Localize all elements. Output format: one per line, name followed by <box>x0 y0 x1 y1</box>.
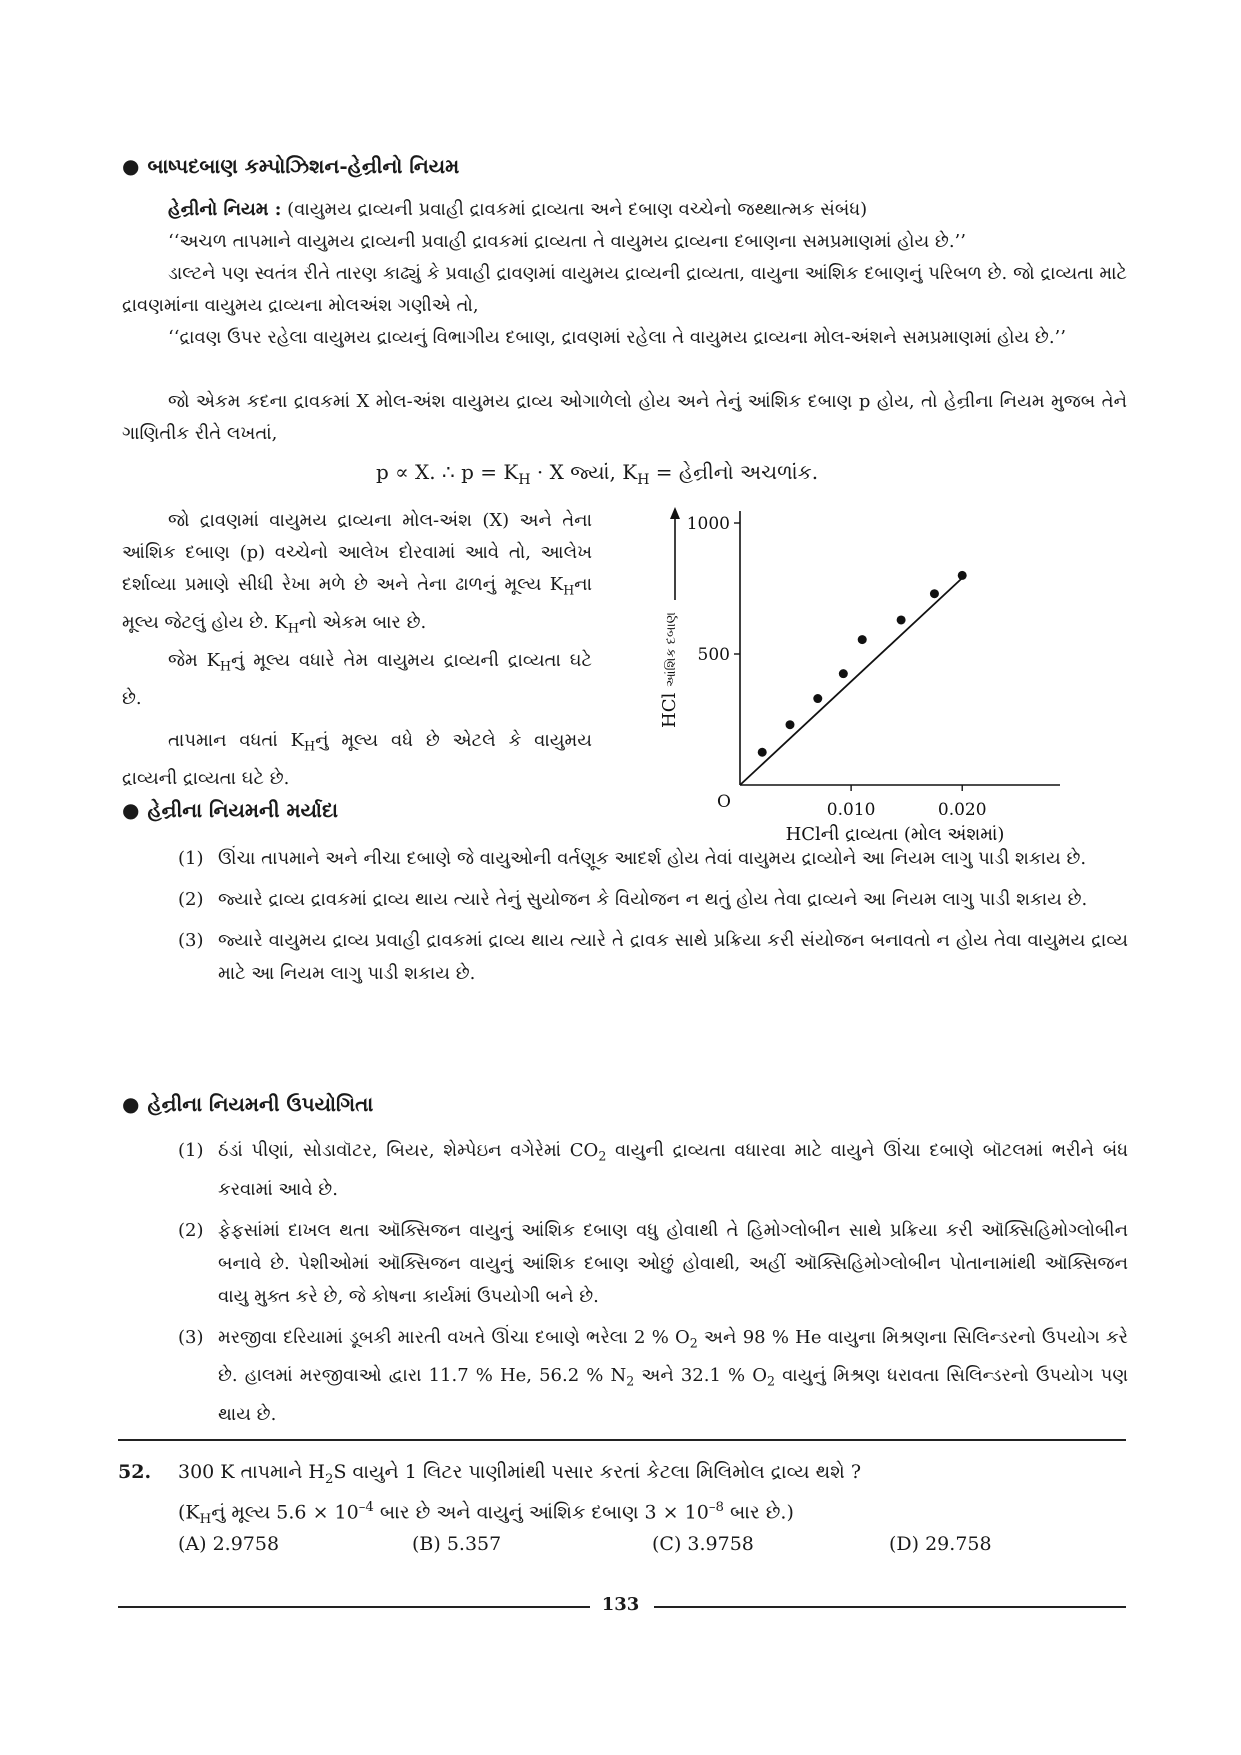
data-point <box>930 589 939 598</box>
uses-list <box>178 1134 1128 1439</box>
list-item: (3) જ્યારે વાયુમય દ્રાવ્ય પ્રવાહી દ્રાવકમાં દ્રાવ્ય થાય ત્યારે તે દ્રાવક સાથે પ્રક્રિયા કરી સંયોજન બનાવતો ન હોય તેવા વાયુમય દ્રાવ્ય માટે આ નિયમ લાગુ પાડી શકાય છે. <box>178 930 1128 984</box>
footer-rule-right <box>654 1606 1126 1608</box>
origin-label: O <box>717 792 731 812</box>
y-tick-label: 500 <box>697 645 730 665</box>
data-point <box>839 669 848 678</box>
list-item: (1) ઠંડાં પીણાં, સોડાવૉટર, બિયર, શેમ્પેઇન વગેરેમાં $CO_2$ વાયુની દ્રાવ્યતા વધારવા માટે વાયુને ઊંચા દબાણે બૉટલમાં ભરીને બંધ કરવામાં આવે છે. <box>178 1140 1128 1200</box>
fit-line <box>740 578 962 785</box>
henry-definition-label: હેન્રીનો નિયમ : <box>168 199 282 220</box>
limits-list <box>178 842 1128 998</box>
math-intro: જો એકમ કદના દ્રાવકમાં X મોલ-અંશ વાયુમય દ્રાવ્ય ઓગાળેલો હોય અને તેનું આંશિક દબાણ p હોય, તો હેન્રીના નિયમ મુજબ તેને ગાણિતીક રીતે લખતાં, <box>122 391 1127 444</box>
question-line-2: ($K_Hનું$ મૂલ્ય $5.6 \times 10^{-4}$ બાર છે અને વાયુનું આંશિક દબાણ $3 \times 10^{-8}$ બાર છે.) <box>178 1500 794 1528</box>
question-number: 52. <box>118 1461 152 1483</box>
henry-quote-1: ‘‘અચળ તાપમાને વાયુમય દ્રાવ્યની પ્રવાહી દ્રાવકમાં દ્રાવ્યતા તે વાયુમય દ્રાવ્યના દબાણના સમપ્રમાણમાં હોય છે.’’ <box>168 231 967 252</box>
section-heading-vapour: ● બાષ્પદબાણ કમ્પોઝિશન-હેન્રીનો નિયમ <box>122 154 460 178</box>
henry-formula: p ∝ X. ∴ $p = K_H \cdot X$ જ્યાં, $K_H$ = હેન્રીનો અચળાંક. <box>376 460 819 488</box>
option-b[interactable]: (B) 5.357 <box>412 1533 502 1555</box>
henry-quote-2: ‘‘દ્રાવણ ઉપર રહેલા વાયુમય દ્રાવ્યનું વિભાગીય દબાણ, દ્રાવણમાં રહેલા તે વાયુમય દ્રાવ્યના મોલ-અંશને સમપ્રમાણમાં હોય છે.’’ <box>168 327 1067 348</box>
option-c[interactable]: (C) 3.9758 <box>652 1533 754 1555</box>
list-item: (2) ફેફસાંમાં દાખલ થતા ઑક્સિજન વાયુનું આંશિક દબાણ વધુ હોવાથી તે હિમોગ્લોબીન સાથે પ્રક્રિયા કરી ઑક્સિહિમોગ્લોબીન બનાવે છે. પેશીઓમાં ઑક્સિજન વાયુનું આંશિક દબાણ ઓછું હોવાથી, અહીં ઑક્સિહિમોગ્લોબીન પોતાનામાંથી ઑક્સિજન વાયુ મુક્ત કરે છે, જે કોષના કાર્યમાં ઉપયોગી બને છે. <box>178 1219 1128 1307</box>
option-d[interactable]: (D) 29.758 <box>889 1533 992 1555</box>
x-tick-label: 0.010 <box>826 800 876 820</box>
data-point <box>813 694 822 703</box>
temperature-note: તાપમાન વધતાં $K_Hનું$ મૂલ્ય વધે છે એટલે કે વાયુમય દ્રાવ્યની દ્રાવ્યતા ઘટે છે. <box>122 730 592 789</box>
data-point <box>786 720 795 729</box>
dalton-paragraph: ડાલ્ટને પણ સ્વતંત્ર રીતે તારણ કાઢ્યું કે પ્રવાહી દ્રાવણમાં વાયુમય દ્રાવ્યની દ્રાવ્યતા, વાયુના આંશિક દબાણનું પરિબળ છે. જો દ્રાવ્યતા માટે દ્રાવણમાંના વાયુમય દ્રાવ્યના મોલઅંશ ગણીએ તો, <box>122 263 1127 316</box>
bullet-icon: ● <box>122 1092 140 1116</box>
data-point <box>858 635 867 644</box>
page-number: 133 <box>601 1594 640 1615</box>
data-point <box>758 748 767 757</box>
y-arrow-head-icon <box>670 507 680 519</box>
data-point <box>958 571 967 580</box>
henry-definition-text: (વાયુમય દ્રાવ્યની પ્રવાહી દ્રાવકમાં દ્રાવ્યતા અને દબાણ વચ્ચેનો જથ્થાત્મક સંબંધ) <box>281 199 868 220</box>
kh-solubility-note: જેમ $K_Hનું$ મૂલ્ય વધારે તેમ વાયુમય દ્રાવ્યની દ્રાવ્યતા ઘટે છે. <box>122 650 592 709</box>
question-line-1: 300 K તાપમાને $H_2S$ વાયુને 1 લિટર પાણીમાંથી પસાર કરતાં કેટલા મિલિમોલ દ્રાવ્ય થશે ? <box>178 1461 862 1487</box>
bullet-icon: ● <box>122 798 140 822</box>
section-heading-uses: ● હેન્રીના નિયમની ઉપયોગિતા <box>122 1092 374 1116</box>
section-heading-limits: ● હેન્રીના નિયમની મર્યાદા <box>122 798 339 822</box>
bullet-icon: ● <box>122 154 140 178</box>
question-divider <box>118 1439 1126 1441</box>
list-item: (1) ઊંચા તાપમાને અને નીચા દબાણે જે વાયુઓની વર્તણૂક આદર્શ હોય તેવાં વાયુમય દ્રાવ્યોને આ નિયમ લાગુ પાડી શકાય છે. <box>178 848 1087 869</box>
x-axis-label: HClની દ્રાવ્યતા (મોલ અંશમાં) <box>785 824 1005 845</box>
y-axis-label: HCl આંશિક દબાણ <box>659 612 680 728</box>
x-tick-label: 0.020 <box>937 800 987 820</box>
option-a[interactable]: (A) 2.9758 <box>178 1533 280 1555</box>
y-tick-label: 1000 <box>686 514 730 534</box>
data-point <box>897 615 906 624</box>
graph-description: જો દ્રાવણમાં વાયુમય દ્રાવ્યના મોલ-અંશ (X) અને તેના આંશિક દબાણ (p) વચ્ચેનો આલેખ દોરવામાં આવે તો, આલેખ દર્શાવ્યા પ્રમાણે સીધી રેખા મળે છે અને તેના ઢાળનું મૂલ્ય $K_Hના$ મૂલ્ય જેટલું હોય છે. $K_Hનો$ એકમ બાર છે. <box>122 510 592 636</box>
list-item: (3) મરજીવા દરિયામાં ડૂબકી મારતી વખતે ઊંચા દબાણે ભરેલા 2 % $O_2$ અને 98 % He વાયુના મિશ્રણના સિલિન્ડરનો ઉપયોગ કરે છે. હાલમાં મરજીવાઓ દ્વારા 11.7 % He, 56.2 % $N_2$ અને 32.1 % $O_2$ વાયુનું મિશ્રણ ધરાવતા સિલિન્ડરનો ઉપયોગ પણ થાય છે. <box>178 1326 1129 1425</box>
henry-law-chart <box>640 500 1080 845</box>
henry-definition <box>122 194 1127 226</box>
list-item: (2) જ્યારે દ્રાવ્ય દ્રાવકમાં દ્રાવ્ય થાય ત્યારે તેનું સુયોજન કે વિયોજન ન થતું હોય તેવા દ્રાવ્યને આ નિયમ લાગુ પાડી શકાય છે. <box>178 889 1088 910</box>
